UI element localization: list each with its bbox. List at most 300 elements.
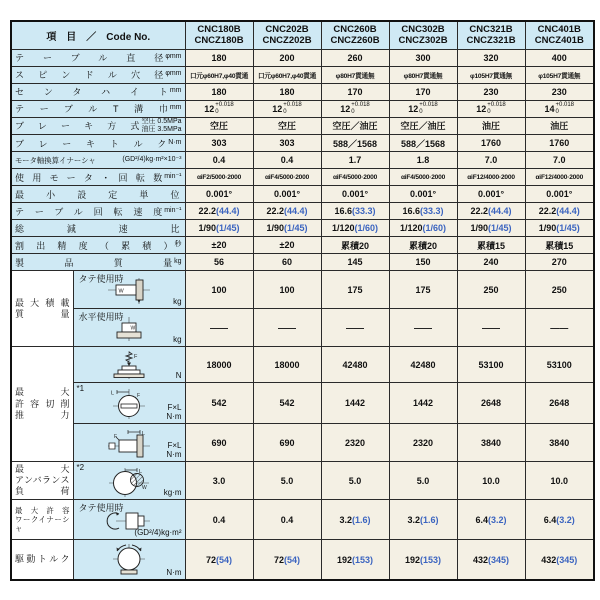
spec-cell [389, 49, 457, 66]
spec-cell [525, 220, 594, 237]
row-label: モータ軸換算イナーシャ [15, 155, 96, 165]
sub-label: タテ使用時 [78, 503, 124, 514]
spec-cell [253, 49, 321, 66]
value-main: 6.4 [543, 514, 557, 525]
spec-cell [253, 424, 321, 462]
model-name-top: CNC401B [537, 23, 581, 35]
spec-cell [185, 220, 253, 237]
value: 170 [347, 86, 363, 97]
spec-cell [253, 347, 321, 383]
model-name-top: CNC260B [333, 23, 377, 35]
tolerance-lower: 0 [351, 108, 355, 115]
tolerance-lower: 0 [283, 108, 287, 115]
value: 7.0 [553, 155, 566, 166]
table-row [11, 462, 594, 500]
spec-cell [185, 152, 253, 169]
row-label-cell [11, 135, 185, 152]
spec-cell [253, 152, 321, 169]
value-paren: (1/45) [488, 223, 512, 234]
spec-cell [321, 540, 389, 580]
spec-cell [185, 540, 253, 580]
value: αiF12/4000·2000 [467, 173, 515, 181]
spec-cell [525, 186, 594, 203]
tolerance-base: 12 [272, 103, 283, 114]
value-main: 192 [336, 554, 353, 565]
value: 320 [483, 52, 499, 63]
section-label-line: 推力 [15, 409, 70, 420]
row-unit [122, 156, 181, 164]
spec-cell [321, 500, 389, 540]
model-name-top: CNC180B [197, 23, 241, 35]
row-unit-line: N·m [168, 139, 182, 147]
tolerance-upper: +0.018 [487, 102, 506, 109]
spec-cell [321, 309, 389, 347]
spec-cell [321, 83, 389, 100]
value: 0.001° [341, 189, 369, 200]
spec-cell [185, 117, 253, 135]
value-main: 22.2 [538, 206, 557, 217]
spec-cell [389, 347, 457, 383]
spec-cell [389, 271, 457, 309]
table-title: 項 目 ／ Code No. [46, 31, 151, 43]
row-label: 総減速比 [15, 223, 180, 234]
spec-cell [185, 309, 253, 347]
value: 1.7 [348, 155, 362, 166]
spec-cell [389, 117, 457, 135]
value: αiF4/5000·2000 [264, 173, 310, 181]
value: 53100 [478, 359, 504, 370]
value: 250 [483, 284, 499, 295]
sub-label-cell [73, 271, 185, 309]
tolerance-upper: +0.018 [555, 102, 575, 109]
row-unit [170, 87, 182, 95]
spec-cell [457, 462, 525, 500]
value: —— [550, 322, 569, 333]
spec-cell [185, 462, 253, 500]
row-label-cell [11, 220, 185, 237]
value: 空圧 [278, 121, 297, 132]
value: 累積20 [409, 240, 438, 251]
spec-cell [185, 169, 253, 186]
row-label-cell [11, 152, 185, 169]
spec-cell [457, 169, 525, 186]
spec-cell [525, 271, 594, 309]
sub-label-cell [73, 347, 185, 383]
value: 0.4 [212, 155, 226, 166]
value: 303 [211, 138, 227, 149]
row-unit [175, 241, 182, 249]
sub-unit-line: F×L [167, 402, 182, 412]
drive-torque-icon [106, 543, 152, 577]
spec-cell [525, 169, 594, 186]
spec-cell [457, 203, 525, 220]
value-paren: (44.4) [216, 206, 240, 217]
face-moment-icon [108, 388, 150, 420]
sub-unit-line: kg [173, 335, 182, 345]
value: 油圧 [482, 121, 501, 132]
spec-cell [253, 135, 321, 152]
value: 145 [347, 257, 363, 268]
value: ±20 [279, 240, 295, 251]
spec-cell [389, 424, 457, 462]
spec-cell [389, 309, 457, 347]
value-main: 1/90 [538, 223, 557, 234]
note-ref: *1 [76, 384, 85, 394]
spec-cell [457, 500, 525, 540]
tolerance-value [272, 102, 302, 115]
value: 230 [551, 86, 567, 97]
tolerance-value [408, 102, 438, 115]
value: 150 [415, 257, 431, 268]
sub-label-cell [73, 383, 185, 424]
value: 7.0 [484, 155, 498, 166]
sub-unit [166, 568, 181, 577]
spec-cell [457, 66, 525, 83]
spec-cell [389, 540, 457, 580]
value: —— [482, 322, 501, 333]
sub-unit [173, 297, 181, 306]
value: 53100 [546, 359, 572, 370]
row-label: スピンドル穴径 [15, 70, 164, 80]
table-row [11, 424, 594, 462]
value: 170 [415, 86, 431, 97]
unbalance-icon [106, 466, 152, 498]
table-row [11, 347, 594, 383]
value-main: 0.4 [212, 514, 226, 525]
model-name-top: CNC302B [401, 23, 445, 35]
table-row [11, 135, 594, 152]
model-header [525, 21, 594, 49]
value: φ105H7貫通無 [469, 72, 513, 80]
value: —— [346, 322, 365, 333]
spec-cell [253, 254, 321, 271]
value-main: 1/90 [470, 223, 489, 234]
value: 542 [211, 398, 227, 409]
spec-cell [389, 462, 457, 500]
spec-cell [185, 135, 253, 152]
spec-cell [253, 309, 321, 347]
sub-unit [166, 403, 181, 421]
spec-cell [457, 220, 525, 237]
tolerance-base: 12 [476, 103, 487, 114]
value-main: 192 [404, 554, 421, 565]
row-unit-line: φmm [165, 53, 182, 61]
spec-cell [321, 271, 389, 309]
row-label: ブレーキ方式 [15, 121, 140, 132]
tolerance-lower: 0 [215, 108, 219, 115]
value: 303 [279, 138, 295, 149]
spec-cell [525, 152, 594, 169]
table-row [11, 49, 594, 66]
value: 3840 [481, 437, 502, 448]
spec-cell [457, 83, 525, 100]
value: 1442 [413, 398, 434, 409]
spec-cell [389, 237, 457, 254]
row-unit-line: mm [169, 104, 182, 112]
value: 100 [211, 284, 227, 295]
value: 542 [279, 398, 295, 409]
spec-cell [321, 220, 389, 237]
spec-cell [457, 383, 525, 424]
section-label-line: ワークイナーシャ [15, 515, 70, 534]
value-paren: (1.6) [420, 514, 439, 525]
value: 1442 [345, 398, 366, 409]
value: 240 [483, 257, 499, 268]
spec-cell [457, 237, 525, 254]
row-label: ブレーキトルク [15, 138, 167, 149]
table-row [11, 203, 594, 220]
spec-cell [321, 135, 389, 152]
value-main: 72 [274, 554, 285, 565]
spec-cell [321, 117, 389, 135]
svg-text:L: L [139, 468, 143, 475]
value: αiF4/5000·2000 [400, 173, 446, 181]
row-unit-line: (GD²/4)kg·m²×10⁻³ [122, 156, 182, 164]
value: 3.0 [212, 475, 226, 486]
value: 588／1568 [332, 138, 378, 149]
value: 0.001° [273, 189, 301, 200]
table-row [11, 152, 594, 169]
value: 2648 [549, 398, 570, 409]
sub-unit-line: N·m [166, 567, 182, 577]
value-paren: (33.3) [420, 206, 444, 217]
row-label-cell [11, 49, 185, 66]
row-unit-line: min⁻¹ [164, 173, 182, 181]
spec-cell [525, 117, 594, 135]
spec-cell [253, 169, 321, 186]
row-unit [141, 118, 181, 135]
spec-cell [253, 220, 321, 237]
spec-cell [389, 152, 457, 169]
value-paren: (44.4) [556, 206, 580, 217]
spec-cell [457, 309, 525, 347]
value-main: 16.6 [334, 206, 353, 217]
spec-cell [185, 66, 253, 83]
spec-cell [525, 237, 594, 254]
spec-cell [457, 100, 525, 117]
value-main: 3.2 [339, 514, 353, 525]
value-main: 72 [206, 554, 217, 565]
value: 690 [279, 437, 295, 448]
row-unit [165, 70, 181, 78]
spec-cell [321, 49, 389, 66]
spec-cell [525, 462, 594, 500]
svg-text:F: F [114, 433, 118, 440]
section-label-line: アンバランス [15, 475, 70, 486]
spec-cell [321, 347, 389, 383]
sub-label-cell [73, 540, 185, 580]
spec-cell [389, 100, 457, 117]
row-unit-line: mm [169, 87, 182, 95]
table-row [11, 83, 594, 100]
value: φ105H7貫通無 [538, 72, 581, 80]
sub-label-cell [73, 462, 185, 500]
vertical-mount-icon [106, 277, 152, 305]
sub-unit [134, 528, 181, 537]
spec-cell [389, 135, 457, 152]
tolerance-upper: +0.018 [283, 102, 302, 109]
tolerance-base: 14 [544, 103, 555, 114]
row-label-cell [11, 100, 185, 117]
value: 180 [279, 86, 295, 97]
spec-cell [321, 424, 389, 462]
value: 油圧 [550, 121, 569, 132]
value: 1760 [549, 138, 570, 149]
value: 18000 [206, 359, 232, 370]
row-unit-line: min⁻¹ [164, 207, 182, 215]
spec-cell [253, 117, 321, 135]
model-header [457, 21, 525, 49]
model-name-bottom: CNCZ260B [330, 35, 380, 47]
table-row [11, 169, 594, 186]
value: 1.8 [416, 155, 430, 166]
spec-cell [185, 237, 253, 254]
sub-unit-line: kg [173, 297, 182, 307]
tolerance-value [544, 102, 574, 115]
tolerance-value [476, 102, 506, 115]
model-header [253, 21, 321, 49]
spec-cell [185, 347, 253, 383]
value-paren: (3.2) [556, 514, 575, 525]
sub-unit-line: N [175, 371, 182, 381]
row-label: 使用モータ・回転数 [15, 172, 163, 183]
spec-cell [525, 100, 594, 117]
section-label-line: 最大 [15, 387, 70, 398]
row-label-cell [11, 237, 185, 254]
sub-unit-line: F×L [167, 440, 182, 450]
header-row [11, 21, 594, 49]
sub-label: タテ使用時 [78, 274, 124, 285]
spec-cell [457, 347, 525, 383]
value: 690 [211, 437, 227, 448]
spec-cell [321, 203, 389, 220]
value: 累積20 [341, 240, 370, 251]
value: 1760 [481, 138, 502, 149]
value: φ80H7貫通無 [335, 72, 375, 80]
value: 260 [347, 52, 363, 63]
svg-text:L: L [111, 390, 115, 397]
value-main: 1/120 [331, 223, 355, 234]
value: αiF4/5000·2000 [332, 173, 378, 181]
value: 100 [279, 284, 295, 295]
value: 空圧／油圧 [400, 121, 446, 132]
value-paren: (44.4) [284, 206, 308, 217]
spec-cell [321, 237, 389, 254]
spec-cell [389, 83, 457, 100]
spec-cell [457, 540, 525, 580]
tolerance-lower: 0 [487, 108, 491, 115]
table-row [11, 66, 594, 83]
spec-cell [321, 152, 389, 169]
value: 0.4 [280, 155, 294, 166]
value: 60 [282, 257, 293, 268]
value: 180 [211, 52, 227, 63]
value: 5.0 [348, 475, 362, 486]
spec-cell [389, 500, 457, 540]
tolerance-base: 12 [204, 103, 215, 114]
value: 175 [347, 284, 363, 295]
value: 42480 [342, 359, 368, 370]
horizontal-mount-icon [109, 316, 149, 342]
spec-cell [457, 49, 525, 66]
value: 空圧 [210, 121, 229, 132]
value-main: 3.2 [407, 514, 421, 525]
row-label-cell [11, 186, 185, 203]
row-unit-line: 秒 [174, 241, 182, 249]
row-unit-line: 油圧 3.5MPa [141, 125, 182, 133]
value: 0.001° [477, 189, 505, 200]
value: 0.001° [205, 189, 233, 200]
value: 200 [279, 52, 295, 63]
spec-cell [253, 83, 321, 100]
value: ±20 [211, 240, 227, 251]
table-row [11, 383, 594, 424]
value-paren: (153) [420, 554, 442, 565]
sub-label-cell [73, 424, 185, 462]
spec-cell [253, 237, 321, 254]
sub-unit [166, 441, 181, 459]
row-unit [164, 173, 181, 181]
value: —— [414, 322, 433, 333]
value-paren: (1/60) [354, 223, 379, 234]
table-row [11, 237, 594, 254]
value: 5.0 [416, 475, 430, 486]
model-name-bottom: CNCZ321B [466, 35, 516, 47]
axial-thrust-icon [109, 350, 149, 380]
row-label: テーブル回転速度 [15, 206, 163, 217]
row-label: センタハイト [15, 87, 168, 97]
value: 3840 [549, 437, 570, 448]
spec-cell [185, 383, 253, 424]
table-row [11, 100, 594, 117]
row-unit-line: φmm [165, 70, 182, 78]
value: —— [278, 322, 297, 333]
spec-cell [321, 383, 389, 424]
value-paren: (1/45) [216, 223, 240, 234]
row-label-cell [11, 66, 185, 83]
model-name-bottom: CNCZ180B [194, 35, 244, 47]
tolerance-value [204, 102, 234, 115]
value: 口元φ60H7,φ40貫通 [189, 72, 249, 80]
value: 180 [211, 86, 227, 97]
spec-cell [253, 203, 321, 220]
value: 10.0 [482, 475, 500, 486]
value-main: 6.4 [475, 514, 489, 525]
row-label: 製品質量 [15, 257, 173, 268]
value-paren: (1/60) [422, 223, 447, 234]
model-name-bottom: CNCZ401B [534, 35, 584, 47]
spec-cell [389, 220, 457, 237]
sub-label-cell [73, 309, 185, 347]
table-row [11, 271, 594, 309]
value: 0.001° [546, 189, 573, 200]
spec-cell [525, 540, 594, 580]
section-label-cell [11, 540, 73, 580]
value: 588／1568 [400, 138, 446, 149]
spec-cell [321, 254, 389, 271]
value: 2320 [413, 437, 434, 448]
value-main: 1/90 [266, 223, 285, 234]
row-label-cell [11, 83, 185, 100]
value-main: 22.2 [470, 206, 489, 217]
spec-cell [525, 254, 594, 271]
spec-cell [457, 186, 525, 203]
model-header [321, 21, 389, 49]
value: —— [210, 322, 229, 333]
value-main: 432 [472, 554, 489, 565]
spec-cell [185, 83, 253, 100]
value: 0.001° [409, 189, 437, 200]
